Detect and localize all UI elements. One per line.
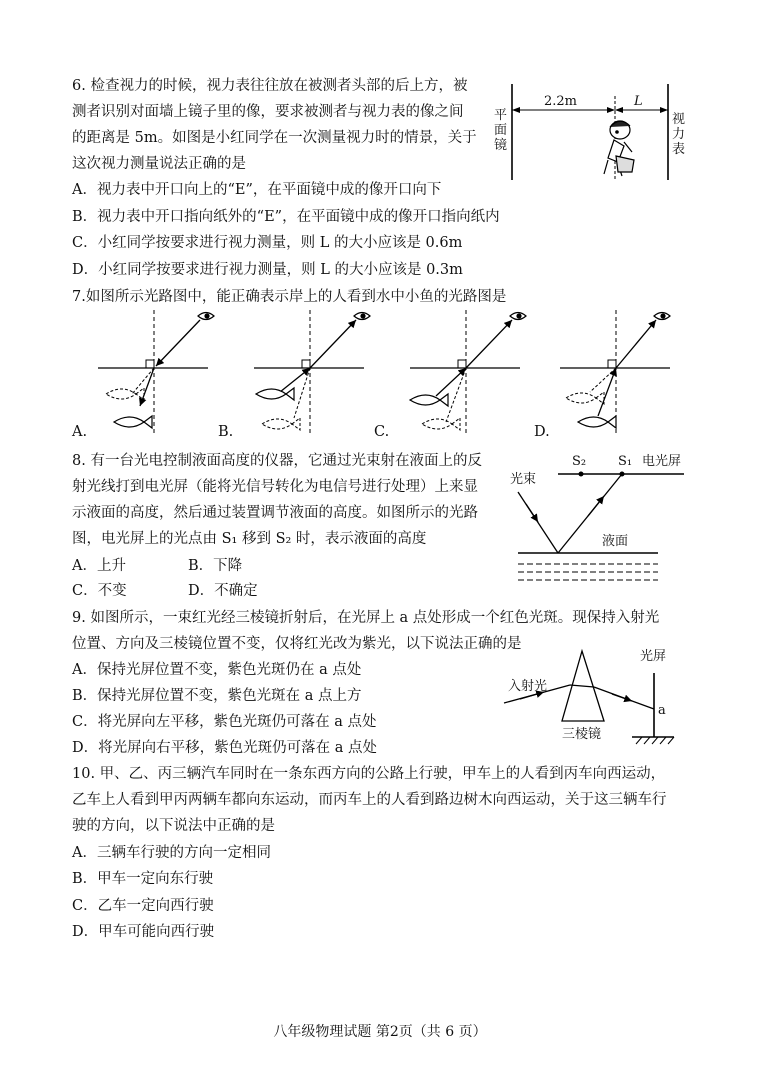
q7-label-c: C. (374, 424, 390, 440)
q6-line-3: 的距离是 5m。如图是小红同学在一次测量视力时的情景，关于 (72, 130, 477, 146)
q10-line-2: 乙车上人看到甲丙两辆车都向东运动，而丙车上的人看到路边树木向西运动，关于这三辆车行 (72, 792, 667, 808)
q8-liquid-label: 液面 (602, 534, 629, 549)
q10-option-d: D．甲车可能向西行驶 (72, 924, 215, 940)
q8-option-d: D．不确定 (188, 583, 258, 599)
q7-label-b: B. (218, 424, 234, 440)
q8-line-3: 示液面的高度，然后通过装置调节液面的高度。如图所示的光路 (72, 505, 478, 521)
q9-line-1: 9. 如图所示，一束红光经三棱镜折射后，在光屏上 a 点处形成一个红色光斑。现保持入射光 (72, 610, 660, 626)
q6-distance-label: 2.2m (544, 94, 578, 109)
page-footer: 八年级物理试题 第2页（共 6 页） (273, 1024, 487, 1040)
q6-chart-label: 视力表 (671, 112, 685, 157)
q8-s2-label: S₂ (572, 454, 587, 469)
q8-option-a: A．上升 (72, 558, 126, 574)
q6-figure-diagram (490, 80, 690, 190)
q9-prism-label: 三棱镜 (562, 727, 602, 742)
q9-figure (500, 645, 710, 750)
q8-s1-label: S₁ (618, 454, 633, 469)
q7-label-d: D. (534, 424, 550, 440)
child-figure (604, 121, 634, 176)
q8-line-4: 图，电光屏上的光点由 S₁ 移到 S₂ 时，表示液面的高度 (72, 531, 427, 547)
q9-incident-label: 入射光 (508, 679, 548, 694)
q6-option-c: C．小红同学按要求进行视力测量，则 L 的大小应该是 0.6m (72, 235, 463, 251)
q8-line-2: 射光线打到电光屏（能将光信号转化为电信号进行处理）上来显 (72, 479, 478, 495)
q10-option-c: C．乙车一定向西行驶 (72, 898, 214, 914)
q8-line-1: 8. 有一台光电控制液面高度的仪器，它通过光束射在液面上的反 (72, 453, 482, 469)
q7-figures (70, 306, 710, 446)
q10-line-3: 驶的方向，以下说法中正确的是 (72, 818, 275, 834)
q6-option-d: D．小红同学按要求进行视力测量，则 L 的大小应该是 0.3m (72, 262, 463, 278)
q10-option-a: A．三辆车行驶的方向一定相同 (72, 845, 271, 861)
q8-figure (508, 450, 708, 590)
q7-diagram-d (560, 310, 670, 436)
q9-screen-label: 光屏 (640, 649, 667, 664)
q9-option-c: C．将光屏向左平移，紫色光斑仍可落在 a 点处 (72, 714, 377, 730)
q7-diagram-c (410, 310, 526, 436)
q9-point-label: a (658, 703, 666, 718)
q7-diagram-a (98, 310, 214, 436)
q6-option-a: A．视力表中开口向上的“E”，在平面镜中成的像开口向下 (72, 182, 442, 198)
q8-beam-label: 光束 (510, 472, 537, 487)
q8-screen-label: 电光屏 (642, 454, 682, 469)
q9-figure-diagram (500, 645, 710, 750)
q9-line-2: 位置、方向及三棱镜位置不变，仅将红光改为紫光，以下说法正确的是 (72, 636, 522, 652)
q6-figure (490, 80, 690, 190)
q6-option-b: B．视力表中开口指向纸外的“E”，在平面镜中成的像开口指向纸内 (72, 209, 500, 225)
q10-line-1: 10. 甲、乙、丙三辆汽车同时在一条东西方向的公路上行驶，甲车上的人看到丙车向西运动， (72, 766, 666, 782)
q8-option-c: C．不变 (72, 583, 127, 599)
q6-line-4: 这次视力测量说法正确的是 (72, 156, 246, 172)
q6-l-label: L (634, 94, 643, 109)
q6-mirror-label: 平面镜 (493, 108, 507, 153)
q8-figure-diagram (508, 450, 708, 590)
q7-diagram-b (254, 310, 370, 436)
q7-diagrams (70, 306, 710, 446)
q10-option-b: B．甲车一定向东行驶 (72, 871, 214, 887)
q9-option-b: B．保持光屏位置不变，紫色光斑在 a 点上方 (72, 688, 362, 704)
q9-option-d: D．将光屏向右平移，紫色光斑仍可落在 a 点处 (72, 740, 377, 756)
q7-text: 7.如图所示光路图中，能正确表示岸上的人看到水中小鱼的光路图是 (72, 289, 507, 305)
q9-option-a: A．保持光屏位置不变，紫色光斑仍在 a 点处 (72, 662, 362, 678)
q8-option-b: B．下降 (188, 558, 243, 574)
q7-label-a: A. (72, 424, 88, 440)
q6-line-2: 测者识别对面墙上镜子里的像，要求被测者与视力表的像之间 (72, 104, 464, 120)
q6-line-1: 6. 检查视力的时候，视力表往往放在被测者头部的后上方，被 (72, 78, 468, 94)
